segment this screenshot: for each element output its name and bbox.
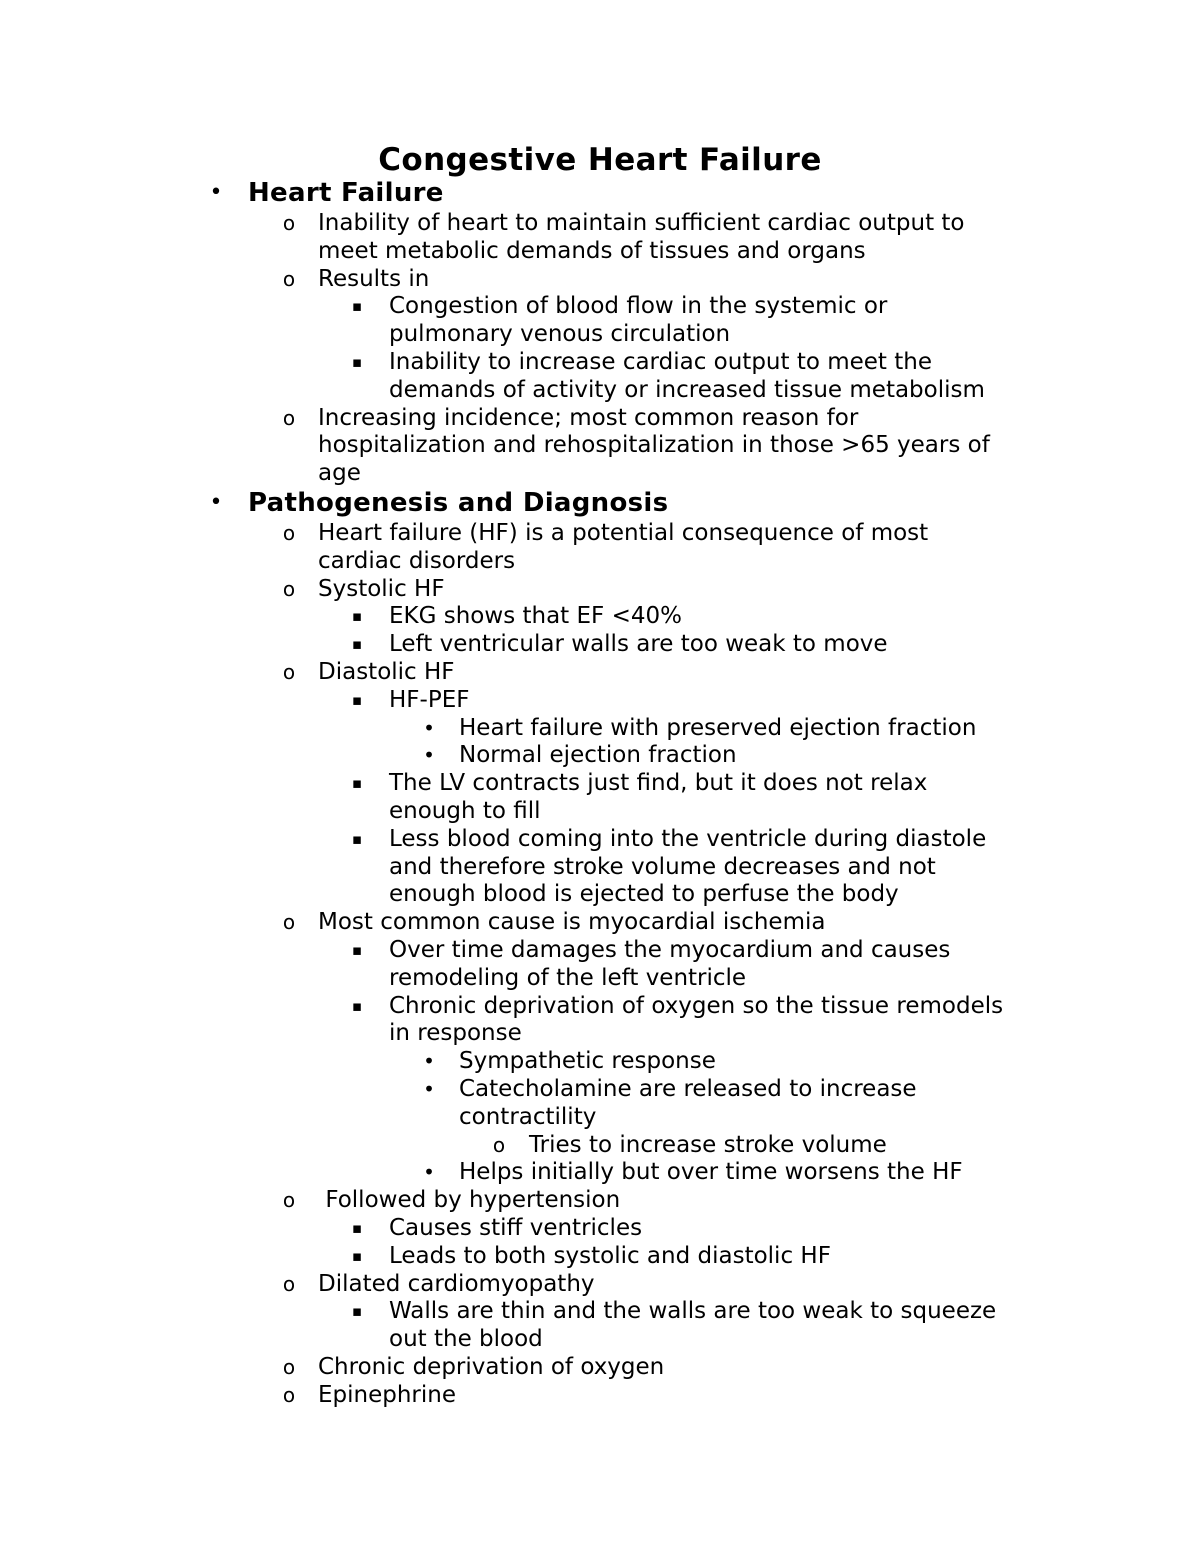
list-item-text: Heart failure with preserved ejection fraction	[459, 714, 977, 741]
list-item-text: Catecholamine are released to increase contractility	[459, 1076, 917, 1130]
page-title: Congestive Heart Failure	[378, 142, 822, 178]
bullet-marker: ▪	[351, 829, 363, 848]
list-item-text: Causes stiff ventricles	[389, 1215, 643, 1241]
bullet-marker: •	[423, 1077, 435, 1101]
bullet-marker: o	[282, 1271, 296, 1296]
list-item-text: Results in	[318, 265, 430, 292]
bullet-marker: o	[282, 1355, 296, 1379]
list-item-text: Chronic deprivation of oxygen so the tissue remodels in response	[389, 992, 1004, 1047]
bullet-marker: •	[423, 743, 435, 768]
list-item-text: Leads to both systolic and diastolic HF	[389, 1242, 831, 1269]
bullet-marker: ▪	[351, 774, 363, 793]
list-item-text: Inability to increase cardiac output to meet the demands of activity or increased tissue metabolism	[389, 349, 985, 403]
list-item-text: Helps initially but over time worsens the HF	[459, 1159, 963, 1186]
list-item-text: Inability of heart to maintain sufficient cardiac output to meet metabolic demands of tissues and organs	[318, 210, 965, 264]
bullet-marker: o	[492, 1132, 506, 1157]
list-item-text: Heart failure (HF) is a potential consequence of most cardiac disorders	[318, 520, 929, 574]
list-item-text: Diastolic HF	[318, 659, 455, 685]
bullet-marker: ▪	[351, 353, 363, 371]
list-item-text: HF-PEF	[389, 686, 470, 713]
bullet-marker: o	[282, 405, 296, 430]
list-item-text: Left ventricular walls are too weak to move	[389, 631, 888, 658]
bullet-marker: o	[282, 1188, 296, 1213]
bullet-marker: o	[282, 266, 296, 291]
bullet-marker: •	[423, 1160, 435, 1185]
list-item-text: Most common cause is myocardial ischemia	[318, 909, 826, 936]
bullet-marker: ▪	[351, 941, 363, 959]
list-item-text: Over time damages the myocardium and causes remodeling of the left ventricle	[389, 937, 951, 991]
bullet-marker: •	[209, 490, 223, 515]
bullet-marker: o	[282, 211, 296, 235]
bullet-marker: o	[282, 521, 296, 545]
list-item-text: Tries to increase stroke volume	[529, 1131, 887, 1158]
list-item-text: Systolic HF	[318, 575, 445, 602]
bullet-marker: o	[282, 660, 296, 684]
list-item-text: Dilated cardiomyopathy	[318, 1270, 595, 1297]
list-item-text: Walls are thin and the walls are too weak to squeeze out the blood	[389, 1298, 997, 1353]
bullet-marker: ▪	[351, 1302, 363, 1321]
bullet-marker: ▪	[351, 1219, 363, 1237]
bullet-marker: •	[423, 715, 435, 740]
bullet-marker: ▪	[351, 996, 363, 1015]
bullet-marker: o	[282, 1382, 296, 1407]
list-item-text: EKG shows that EF <40%	[389, 603, 682, 630]
bullet-marker: o	[282, 576, 296, 601]
section-heading-text: Heart Failure	[248, 178, 444, 208]
bullet-marker: •	[209, 180, 223, 205]
bullet-marker: ▪	[351, 297, 363, 316]
section-heading-text: Pathogenesis and Diagnosis	[248, 488, 669, 518]
bullet-marker: ▪	[351, 635, 363, 654]
bullet-marker: •	[423, 1049, 435, 1074]
list-item-text: Congestion of blood flow in the systemic or pulmonary venous circulation	[389, 293, 888, 348]
list-item-text: The LV contracts just find, but it does not relax enough to fill	[389, 770, 928, 824]
bullet-marker: ▪	[351, 1246, 363, 1265]
bullet-marker: ▪	[351, 607, 363, 626]
bullet-marker: o	[282, 910, 296, 935]
list-item-text: Chronic deprivation of oxygen	[318, 1354, 665, 1380]
list-item-text: Followed by hypertension	[318, 1187, 621, 1214]
list-item-text: Less blood coming into the ventricle during diastole and therefore stroke volume decreases and not enough blood is ejected to perfuse the body	[389, 825, 987, 908]
list-item-text: Sympathetic response	[459, 1048, 716, 1075]
bullet-marker: ▪	[351, 690, 363, 709]
list-item-text: Normal ejection fraction	[459, 742, 737, 769]
list-item-text: Epinephrine	[318, 1381, 456, 1408]
list-item-text: Increasing incidence; most common reason for hospitalization and rehospitalization in those >65 years of age	[318, 404, 990, 487]
